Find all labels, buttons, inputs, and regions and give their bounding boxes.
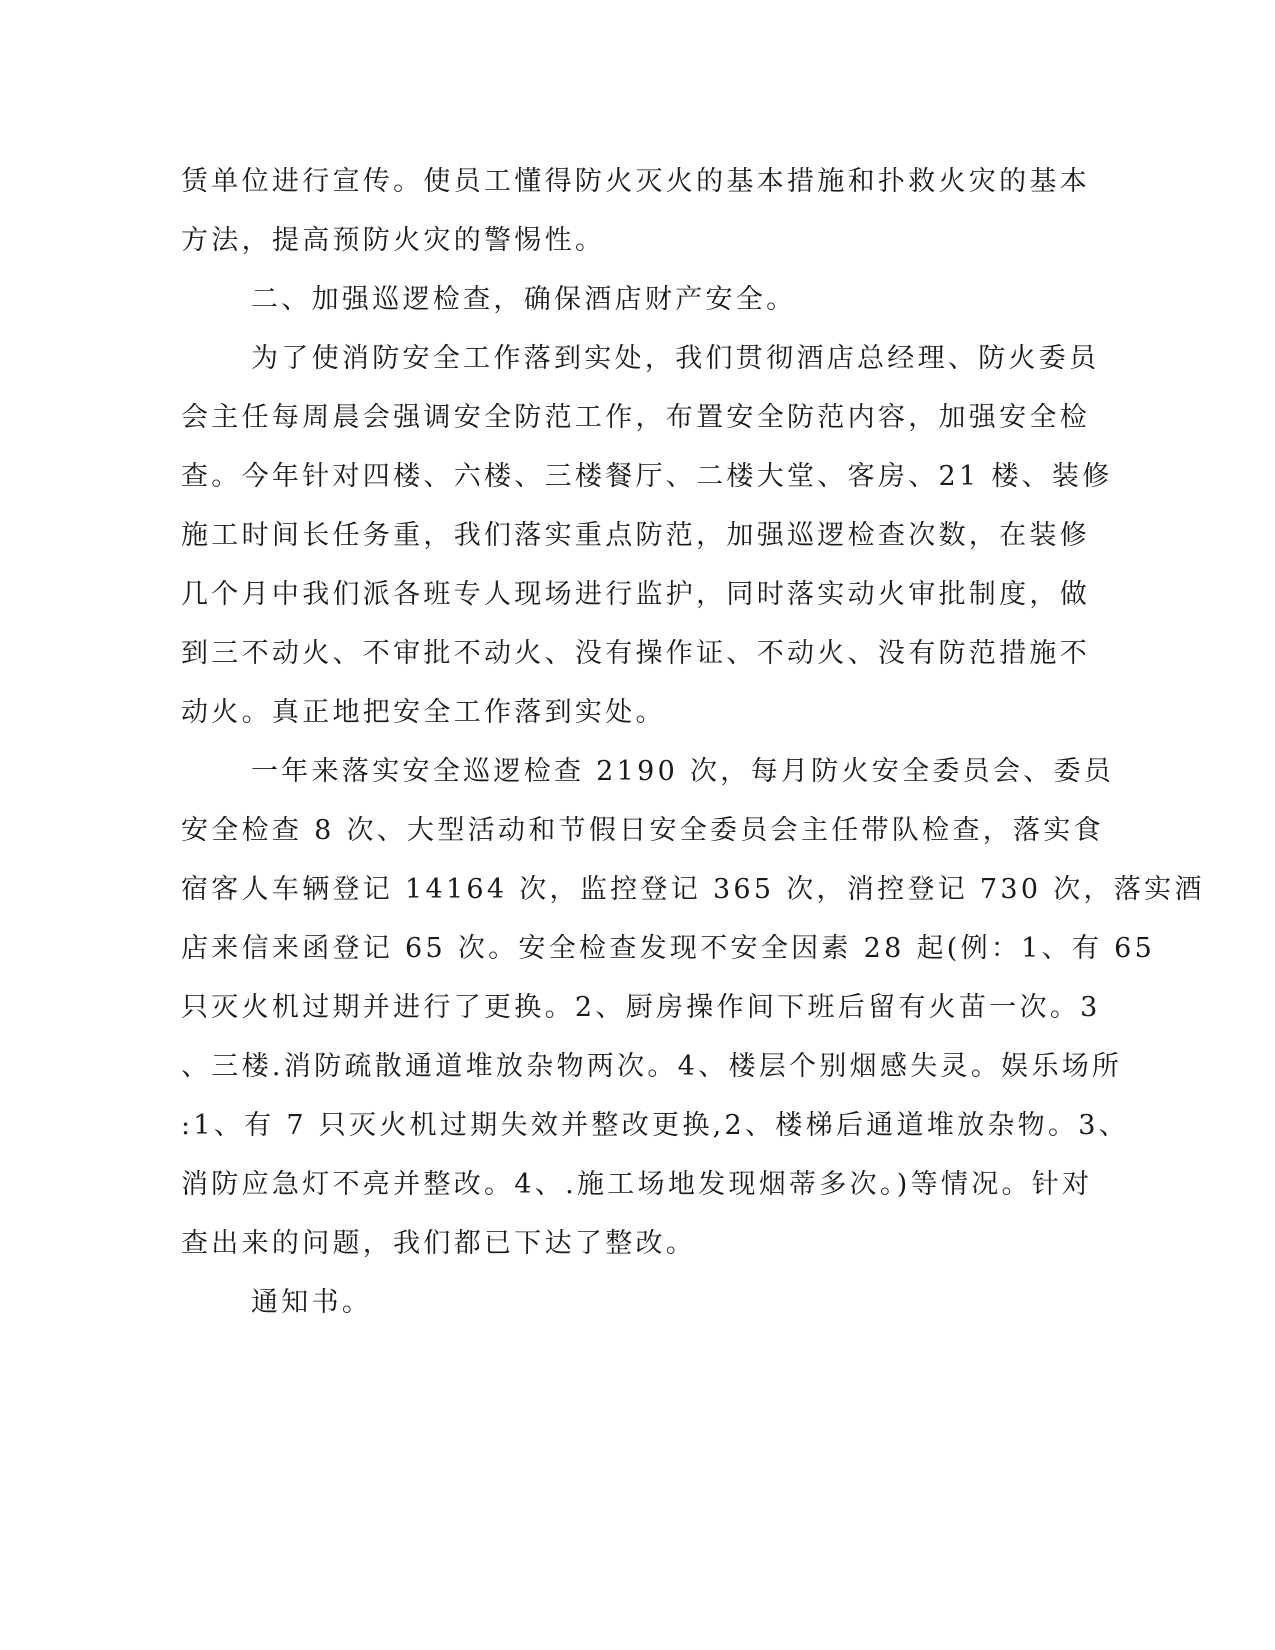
text-line: 赁单位进行宣传。使员工懂得防火灭火的基本措施和扑救火灾的基本 — [181, 166, 1090, 197]
text-line: 宿客人车辆登记 14164 次，监控登记 365 次，消控登记 730 次，落实酒 — [181, 874, 1205, 905]
text-line: 动火。真正地把安全工作落到实处。 — [181, 697, 666, 728]
text-line: 会主任每周晨会强调安全防范工作，布置安全防范内容，加强安全检 — [181, 402, 1090, 433]
text-line: 通知书。 — [251, 1287, 373, 1318]
paragraph-1 — [181, 152, 1090, 270]
text-line: 消防应急灯不亮并整改。4、.施工场地发现烟蒂多次。)等情况。针对 — [181, 1169, 1093, 1200]
text-line: :1、有 7 只灭火机过期失效并整改更换,2、楼梯后通道堆放杂物。3、 — [181, 1110, 1130, 1141]
text-line: 几个月中我们派各班专人现场进行监护，同时落实动火审批制度，做 — [181, 579, 1090, 610]
text-line: 到三不动火、不审批不动火、没有操作证、不动火、没有防范措施不 — [181, 638, 1090, 669]
text-line: 方法，提高预防火灾的警惕性。 — [181, 225, 606, 256]
text-line: 二、加强巡逻检查，确保酒店财产安全。 — [251, 284, 797, 315]
text-line: 查。今年针对四楼、六楼、三楼餐厅、二楼大堂、客房、21 楼、装修 — [181, 461, 1113, 492]
paragraph-5 — [181, 1273, 1033, 1332]
text-line: 施工时间长任务重，我们落实重点防范，加强巡逻检查次数，在装修 — [181, 520, 1090, 551]
section-heading — [181, 270, 1033, 329]
text-line: 为了使消防安全工作落到实处，我们贯彻酒店总经理、防火委员 — [251, 343, 1100, 374]
text-line: 查出来的问题，我们都已下达了整改。 — [181, 1228, 697, 1259]
text-line: 只灭火机过期并进行了更换。2、厨房操作间下班后留有火苗一次。3 — [181, 992, 1101, 1023]
text-line: 店来信来函登记 65 次。安全检查发现不安全因素 28 起(例：1、有 65 — [181, 933, 1156, 964]
paragraph-3 — [181, 329, 1113, 742]
paragraph-4 — [181, 742, 1205, 1273]
text-line: 、三楼.消防疏散通道堆放杂物两次。4、楼层个别烟感失灵。娱乐场所 — [181, 1051, 1123, 1082]
text-line: 一年来落实安全巡逻检查 2190 次，每月防火安全委员会、委员 — [251, 756, 1115, 787]
document-page — [181, 152, 1205, 1332]
text-line: 安全检查 8 次、大型活动和节假日安全委员会主任带队检查，落实食 — [181, 815, 1104, 846]
